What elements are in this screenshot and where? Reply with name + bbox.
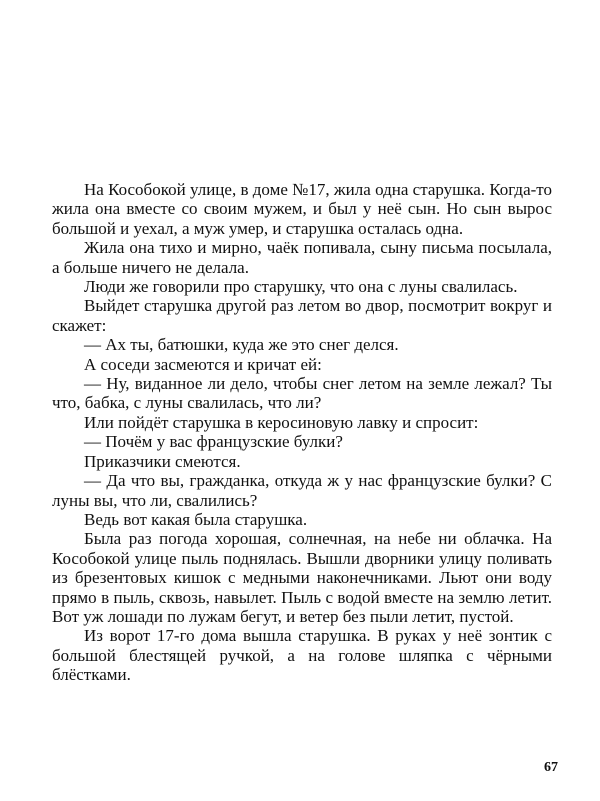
paragraph-10: Приказчики смеются. bbox=[84, 451, 241, 471]
paragraph-1: На Кособокой улице, в доме №17, жила одна старушка. Когда-то жила она вместе со своим мужем, и был у неё сын. Но сын вырос большой и уехал, а муж умер, и старушка осталась одна. bbox=[52, 180, 552, 238]
paragraph-14: Из ворот 17-го дома вышла старушка. В руках у неё зонтик с большой блестящей ручкой, а на голове шляпка с чёрными блёстками. bbox=[52, 626, 552, 685]
paragraph-3: Люди же говорили про старушку, что она с луны свалилась. bbox=[84, 277, 518, 297]
page-number: 67 bbox=[544, 760, 558, 775]
paragraph-11: — Да что вы, гражданка, откуда ж у нас французские булки? С луны вы, что ли, свалились? bbox=[52, 471, 552, 510]
paragraph-2: Жила она тихо и мирно, чаёк попивала, сыну письма посылала, а больше ничего не делала. bbox=[52, 238, 552, 277]
paragraph-5: — Ах ты, батюшки, куда же это снег делся. bbox=[84, 335, 399, 355]
paragraph-8: Или пойдёт старушка в керосиновую лавку и спросит: bbox=[84, 412, 479, 432]
paragraph-9: — Почём у вас французские булки? bbox=[84, 432, 343, 452]
paragraph-12: Ведь вот какая была старушка. bbox=[84, 509, 308, 529]
paragraph-6: А соседи засмеются и кричат ей: bbox=[84, 354, 322, 374]
paragraph-4: Выйдет старушка другой раз летом во двор, посмотрит вокруг и скажет: bbox=[52, 296, 552, 335]
story-text bbox=[52, 180, 552, 685]
paragraph-7: — Ну, виданное ли дело, чтобы снег летом на земле лежал? Ты что, бабка, с луны свалилась, что ли? bbox=[52, 374, 552, 413]
paragraph-13: Была раз погода хорошая, солнечная, на небе ни облачка. На Кособокой улице пыль поднялась. Вышли дворники улицу поливать из брезентовых кишок с медными наконечниками. Льют они воду прямо в пыль, сквозь, навылет. Пыль с водой вместе на землю летит. Вот уж лошади по лужам бегут, и ветер без пыли летит, пустой. bbox=[52, 529, 552, 626]
